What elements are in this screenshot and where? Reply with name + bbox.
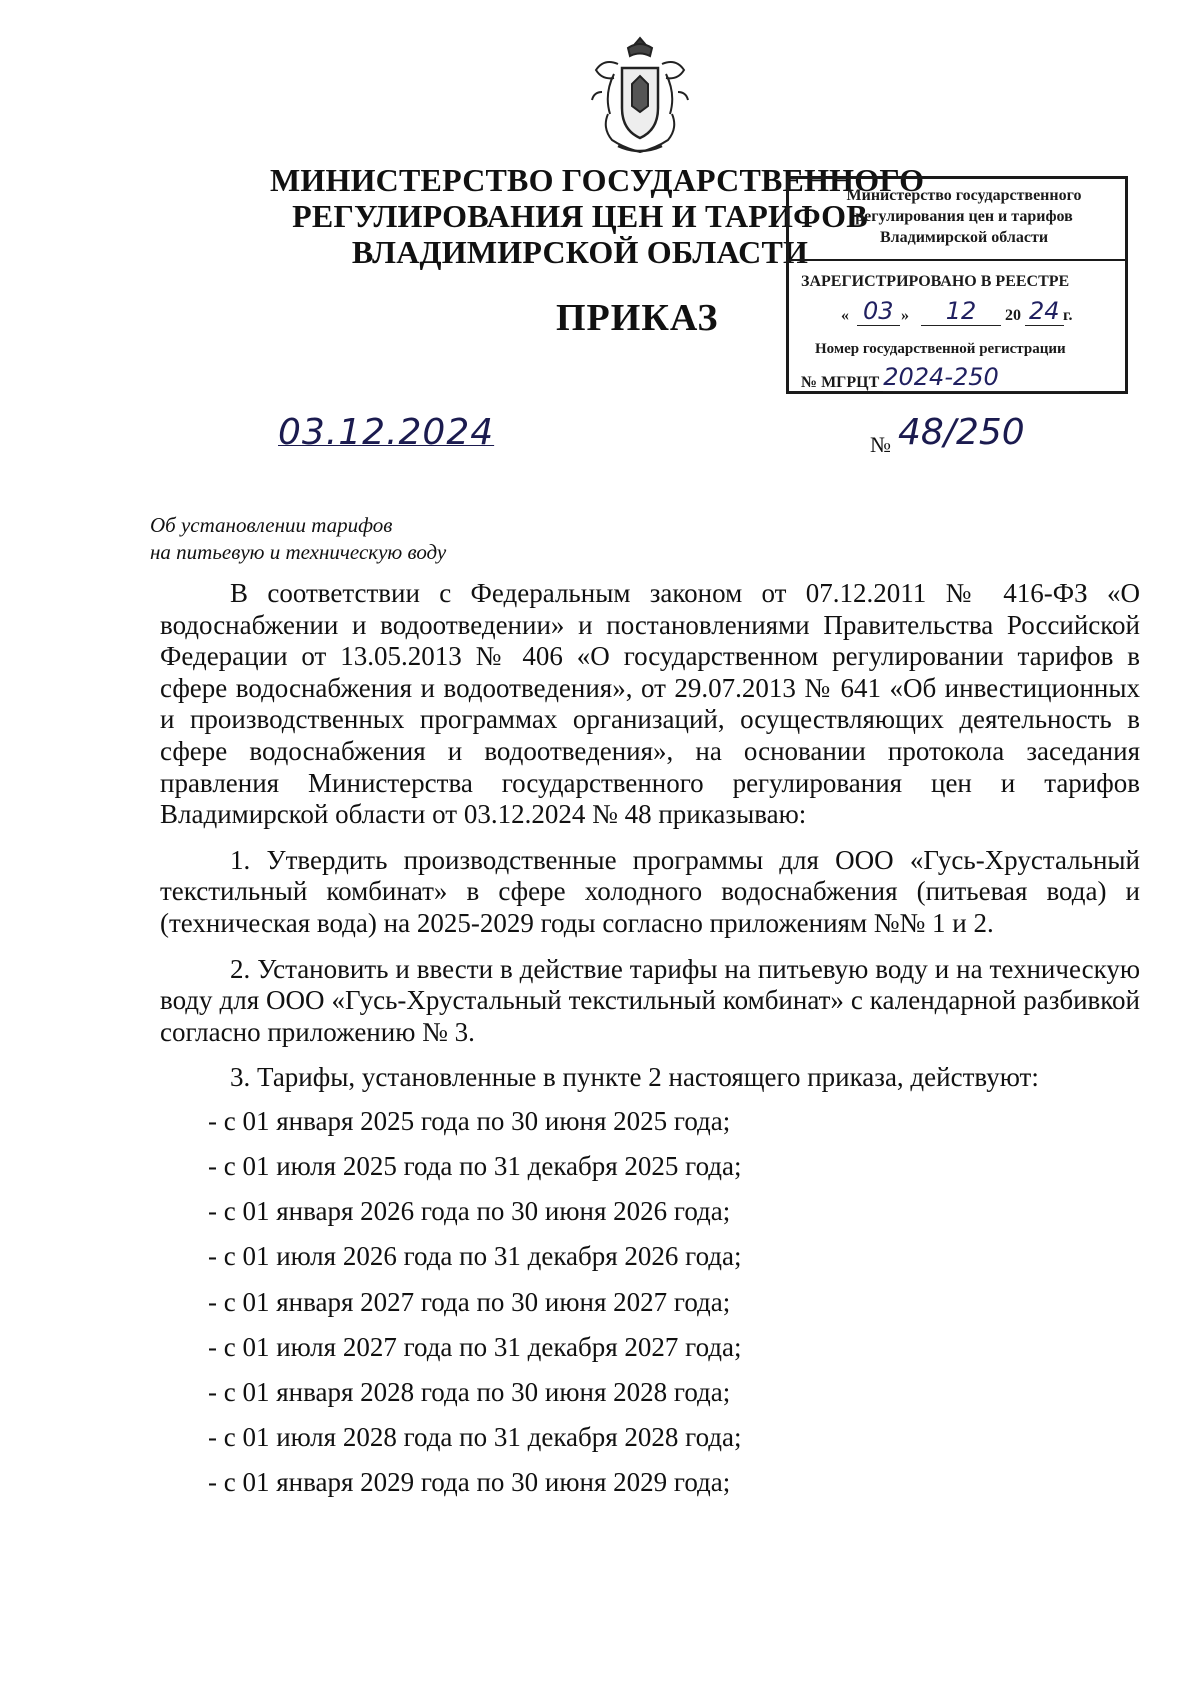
list-item: - с 01 июля 2026 года по 31 декабря 2026 года; [208, 1241, 742, 1272]
list-item: - с 01 июля 2028 года по 31 декабря 2028 года; [208, 1422, 742, 1453]
list-item: - с 01 января 2029 года по 30 июня 2029 года; [208, 1467, 731, 1498]
order-body [160, 578, 1140, 1513]
ministry-line: ВЛАДИМИРСКОЙ ОБЛАСТИ [351, 234, 809, 270]
stamp-year-unit: г. [1063, 307, 1073, 324]
order-number-prefix: № [870, 432, 891, 457]
stamp-year-suffix: 24 [1025, 297, 1064, 326]
order-date: 03.12.2024 [278, 412, 495, 453]
order-number: 48/250 [898, 412, 1025, 453]
stamp-reg-number: 2024-250 [883, 363, 1079, 392]
stamp-reg-number-line [801, 363, 1079, 392]
list-item: - с 01 января 2026 года по 30 июня 2026 года; [208, 1196, 731, 1227]
stamp-year-prefix: 20 [1005, 307, 1021, 324]
ministry-line: МИНИСТЕРСТВО ГОСУДАРСТВЕННОГО [270, 162, 925, 198]
item-3-intro: 3. Тарифы, установленные в пункте 2 настоящего приказа, действуют: [230, 1062, 1039, 1093]
tariff-periods-list [160, 1106, 1140, 1513]
document-type-title: ПРИКАЗ [556, 297, 719, 339]
stamp-date-line: « 03 » 12 20 24 г. [841, 297, 1073, 325]
stamp-divider [789, 259, 1125, 261]
stamp-org-line: Министерство государственного [846, 187, 1082, 204]
stamp-day: 03 [857, 297, 900, 326]
list-item: - с 01 июля 2027 года по 31 декабря 2027 года; [208, 1331, 742, 1362]
list-item: - с 01 января 2027 года по 30 июня 2027 года; [208, 1286, 731, 1317]
list-item: - с 01 января 2025 года по 30 июня 2025 года; [208, 1105, 731, 1136]
list-item: - с 01 января 2028 года по 30 июня 2028 года; [208, 1377, 731, 1408]
stamp-reg-number-label: Номер государственной регистрации [815, 341, 1066, 357]
stamp-org-line: Владимирской области [879, 229, 1049, 246]
stamp-reg-prefix: № МГРЦТ [801, 374, 880, 391]
subject-line: Об установлении тарифов [150, 513, 393, 537]
stamp-registered-label: ЗАРЕГИСТРИРОВАНО В РЕЕСТРЕ [801, 273, 1070, 290]
preamble-paragraph: В соответствии с Федеральным законом от 07.12.2011 № 416-ФЗ «О водоснабжении и водоотведении» и постановлениями Правительства Российской Федерации от 13.05.2013 № 406 «О государственном регулировании тарифов в сфере водоснабжения и водоотведения», от 29.07.2013 № 641 «Об инвестиционных и производственных программах организаций, осуществляющих деятельность в сфере водоснабжения и водоотведения», на основании протокола заседания правления Министерства государственного регулирования цен и тарифов Владимирской области от 03.12.2024 № 48 приказываю: [160, 578, 1140, 830]
coat-of-arms-icon [588, 34, 692, 156]
stamp-org-line: регулирования цен и тарифов [855, 208, 1073, 225]
order-subject [150, 512, 446, 566]
item-1-paragraph: 1. Утвердить производственные программы для ООО «Гусь-Хрустальный текстильный комбинат» в сфере холодного водоснабжения (питьевая вода) и (техническая вода) на 2025-2029 годы согласно приложениям №№ 1 и 2. [160, 844, 1140, 938]
registration-stamp [786, 176, 1128, 394]
item-2-paragraph: 2. Установить и ввести в действие тарифы на питьевую воду и на техническую воду для ООО «Гусь-Хрустальный текстильный комбинат» с календарной разбивкой согласно приложению № 3. [160, 953, 1140, 1047]
ministry-line: РЕГУЛИРОВАНИЯ ЦЕН И ТАРИФОВ [292, 198, 868, 234]
subject-line: на питьевую и техническую воду [150, 540, 447, 564]
stamp-month: 12 [921, 297, 1001, 326]
list-item: - с 01 июля 2025 года по 31 декабря 2025 года; [208, 1151, 742, 1182]
